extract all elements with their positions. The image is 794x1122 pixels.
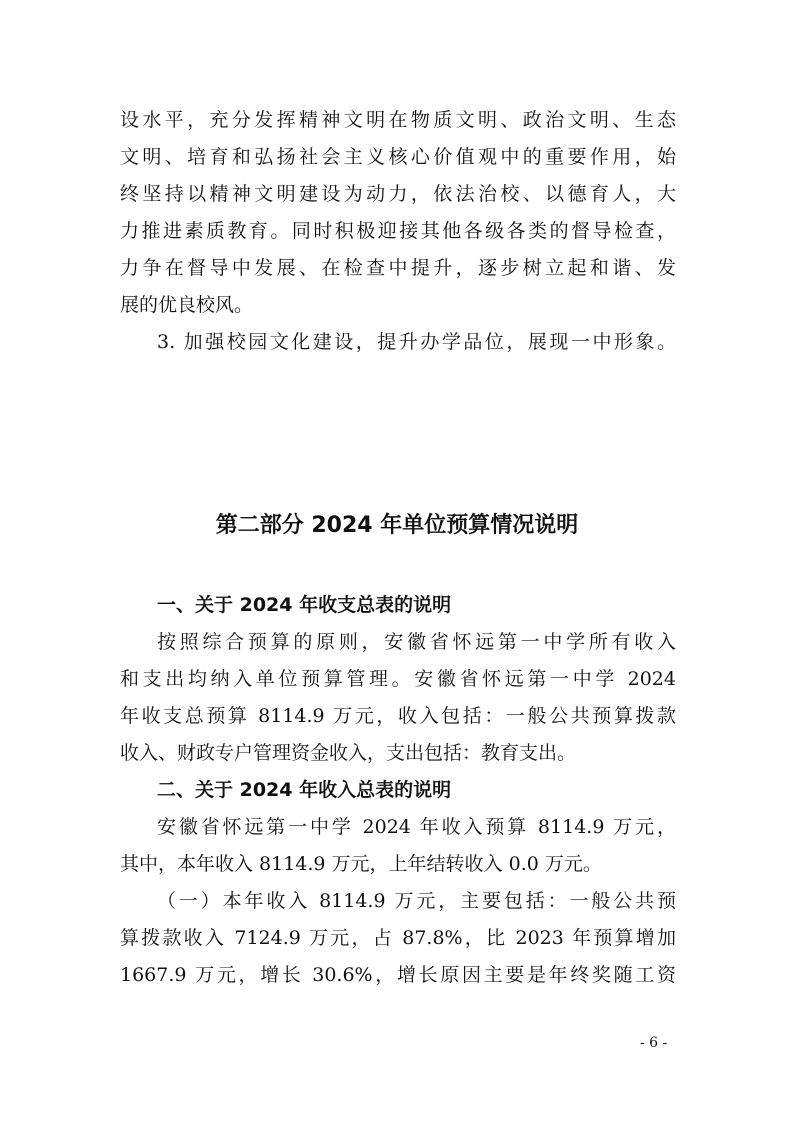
paragraph-line: 其中，本年收入 8114.9 万元，上年结转收入 0.0 万元。 — [120, 853, 602, 875]
paragraph-line: 终坚持以精神文明建设为动力，依法治校、以德育人，大 — [120, 183, 676, 205]
paragraph-line: 1667.9 万元，增长 30.6%，增长原因主要是年终奖随工资 — [120, 964, 676, 986]
paragraph-line: 算拨款收入 7124.9 万元，占 87.8%，比 2023 年预算增加 — [120, 927, 676, 949]
part-title: 第二部分 2024 年单位预算情况说明 — [215, 513, 579, 538]
paragraph-line: 力推进素质教育。同时积极迎接其他各级各类的督导检查， — [120, 220, 676, 242]
paragraph-line: 设水平，充分发挥精神文明在物质文明、政治文明、生态 — [120, 109, 676, 131]
paragraph-line: 展的优良校风。 — [120, 294, 254, 316]
paragraph-line: 和支出均纳入单位预算管理。安徽省怀远第一中学 2024 — [120, 668, 676, 690]
page-number: - 6 - — [640, 1035, 668, 1051]
paragraph-line: 按照综合预算的原则，安徽省怀远第一中学所有收入 — [157, 631, 676, 653]
list-item-3: 3. 加强校园文化建设，提升办学品位，展现一中形象。 — [157, 331, 676, 353]
section-heading-2: 二、关于 2024 年收入总表的说明 — [157, 779, 452, 801]
paragraph-line: 年收支总预算 8114.9 万元，收入包括：一般公共预算拨款 — [120, 705, 676, 727]
paragraph-line: 收入、财政专户管理资金收入，支出包括：教育支出。 — [120, 742, 577, 764]
paragraph-line: （一）本年收入 8114.9 万元，主要包括：一般公共预 — [157, 890, 676, 912]
paragraph-line: 力争在督导中发展、在检查中提升，逐步树立起和谐、发 — [120, 257, 676, 279]
section-heading-1: 一、关于 2024 年收支总表的说明 — [157, 594, 452, 616]
paragraph-line: 文明、培育和弘扬社会主义核心价值观中的重要作用，始 — [120, 146, 676, 168]
paragraph-line: 安徽省怀远第一中学 2024 年收入预算 8114.9 万元， — [157, 816, 676, 838]
